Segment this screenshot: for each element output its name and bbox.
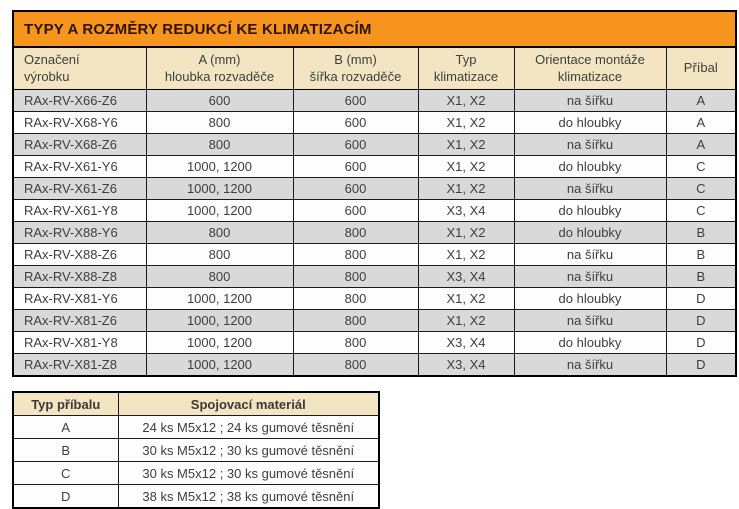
column-header-a-mm	[146, 47, 293, 90]
cell-typ: X1, X2	[418, 244, 514, 266]
table-row	[13, 156, 736, 178]
column-header-typ-klimatizace	[418, 47, 514, 90]
cell-typ: X1, X2	[418, 90, 514, 112]
cell-typ: X1, X2	[418, 222, 514, 244]
cell-orientace: na šířku	[514, 266, 666, 288]
table-row	[13, 90, 736, 112]
cell-b-mm: 800	[293, 266, 418, 288]
cell-orientace: na šířku	[514, 244, 666, 266]
column-header-line: B (mm)	[334, 51, 377, 67]
cell-a-mm: 1000, 1200	[146, 178, 293, 200]
column-header-line: A (mm)	[198, 51, 241, 67]
cell-b-mm: 800	[293, 222, 418, 244]
cell-typ-pribalu: D	[13, 485, 118, 509]
cell-a-mm: 1000, 1200	[146, 310, 293, 332]
table-row	[13, 439, 379, 462]
main-dimensions-table	[12, 10, 737, 377]
cell-a-mm: 800	[146, 244, 293, 266]
cell-pribal: A	[666, 134, 736, 156]
cell-a-mm: 600	[146, 90, 293, 112]
column-header-line: Orientace montáže	[535, 51, 645, 67]
column-header-line: klimatizace	[433, 68, 499, 84]
cell-orientace: na šířku	[514, 90, 666, 112]
pribal-accessories-table	[12, 391, 380, 509]
table-row	[13, 332, 736, 354]
cell-b-mm: 600	[293, 112, 418, 134]
table-row	[13, 354, 736, 377]
cell-pribal: A	[666, 112, 736, 134]
cell-typ-pribalu: C	[13, 462, 118, 485]
cell-typ: X1, X2	[418, 112, 514, 134]
column-header-line: Označení	[24, 51, 80, 67]
column-header-typ-pribalu: Typ příbalu	[13, 392, 118, 416]
table-row	[13, 416, 379, 439]
table-row	[13, 485, 379, 509]
table-row	[13, 266, 736, 288]
column-header-line: klimatizace	[557, 68, 623, 84]
cell-oznaceni: RAx-RV-X81-Z6	[13, 310, 146, 332]
cell-orientace: na šířku	[514, 310, 666, 332]
cell-pribal: B	[666, 222, 736, 244]
cell-pribal: D	[666, 354, 736, 377]
cell-b-mm: 600	[293, 156, 418, 178]
table-row	[13, 134, 736, 156]
column-header-pribal	[666, 47, 736, 90]
cell-b-mm: 800	[293, 332, 418, 354]
cell-pribal: B	[666, 244, 736, 266]
cell-typ: X3, X4	[418, 200, 514, 222]
table-row	[13, 178, 736, 200]
cell-b-mm: 800	[293, 310, 418, 332]
column-header-line: hloubka rozvaděče	[164, 68, 275, 84]
cell-b-mm: 800	[293, 244, 418, 266]
cell-typ: X1, X2	[418, 178, 514, 200]
cell-a-mm: 1000, 1200	[146, 156, 293, 178]
cell-orientace: do hloubky	[514, 288, 666, 310]
cell-typ: X1, X2	[418, 156, 514, 178]
cell-typ: X3, X4	[418, 266, 514, 288]
table-row	[13, 200, 736, 222]
cell-oznaceni: RAx-RV-X61-Y8	[13, 200, 146, 222]
cell-orientace: do hloubky	[514, 200, 666, 222]
cell-spojovaci-material: 24 ks M5x12 ; 24 ks gumové těsnění	[118, 416, 379, 439]
table-row	[13, 112, 736, 134]
cell-oznaceni: RAx-RV-X61-Y6	[13, 156, 146, 178]
cell-b-mm: 600	[293, 134, 418, 156]
cell-oznaceni: RAx-RV-X81-Y8	[13, 332, 146, 354]
cell-oznaceni: RAx-RV-X81-Y6	[13, 288, 146, 310]
cell-a-mm: 1000, 1200	[146, 332, 293, 354]
cell-pribal: C	[666, 178, 736, 200]
cell-orientace: na šířku	[514, 354, 666, 377]
cell-pribal: D	[666, 288, 736, 310]
cell-b-mm: 600	[293, 90, 418, 112]
cell-b-mm: 800	[293, 354, 418, 377]
cell-orientace: na šířku	[514, 134, 666, 156]
cell-typ: X3, X4	[418, 354, 514, 377]
table-title-row	[13, 11, 736, 47]
cell-typ: X3, X4	[418, 332, 514, 354]
cell-a-mm: 800	[146, 266, 293, 288]
cell-b-mm: 800	[293, 288, 418, 310]
cell-pribal: C	[666, 156, 736, 178]
cell-a-mm: 800	[146, 112, 293, 134]
cell-oznaceni: RAx-RV-X61-Z6	[13, 178, 146, 200]
column-header-spojovaci-material: Spojovací materiál	[118, 392, 379, 416]
table-row	[13, 222, 736, 244]
cell-b-mm: 600	[293, 200, 418, 222]
cell-b-mm: 600	[293, 178, 418, 200]
cell-pribal: D	[666, 310, 736, 332]
cell-typ: X1, X2	[418, 288, 514, 310]
cell-oznaceni: RAx-RV-X88-Z8	[13, 266, 146, 288]
table-row	[13, 288, 736, 310]
cell-oznaceni: RAx-RV-X81-Z8	[13, 354, 146, 377]
cell-typ-pribalu: A	[13, 416, 118, 439]
cell-pribal: B	[666, 266, 736, 288]
column-header-orientace-montaze	[514, 47, 666, 90]
main-table-header-row	[13, 47, 736, 90]
cell-a-mm: 800	[146, 134, 293, 156]
cell-orientace: do hloubky	[514, 332, 666, 354]
cell-oznaceni: RAx-RV-X88-Z6	[13, 244, 146, 266]
cell-orientace: do hloubky	[514, 222, 666, 244]
cell-pribal: A	[666, 90, 736, 112]
cell-a-mm: 800	[146, 222, 293, 244]
table-row	[13, 462, 379, 485]
column-header-line: výrobku	[24, 68, 70, 84]
cell-oznaceni: RAx-RV-X68-Z6	[13, 134, 146, 156]
pribal-table-header-row	[13, 392, 379, 416]
cell-a-mm: 1000, 1200	[146, 200, 293, 222]
table-row	[13, 244, 736, 266]
column-header-line: Příbal	[683, 60, 718, 76]
cell-orientace: do hloubky	[514, 156, 666, 178]
cell-pribal: D	[666, 332, 736, 354]
cell-oznaceni: RAx-RV-X66-Z6	[13, 90, 146, 112]
cell-spojovaci-material: 38 ks M5x12 ; 38 ks gumové těsnění	[118, 485, 379, 509]
cell-spojovaci-material: 30 ks M5x12 ; 30 ks gumové těsnění	[118, 439, 379, 462]
column-header-line: Typ	[455, 51, 477, 67]
cell-typ: X1, X2	[418, 310, 514, 332]
column-header-oznaceni-vyrobku	[13, 47, 146, 90]
cell-typ: X1, X2	[418, 134, 514, 156]
cell-orientace: na šířku	[514, 178, 666, 200]
table-row	[13, 310, 736, 332]
cell-oznaceni: RAx-RV-X68-Y6	[13, 112, 146, 134]
column-header-line: šířka rozvaděče	[309, 68, 402, 84]
cell-pribal: C	[666, 200, 736, 222]
table-title: TYPY A ROZMĚRY REDUKCÍ KE KLIMATIZACÍM	[13, 11, 736, 47]
cell-orientace: do hloubky	[514, 112, 666, 134]
cell-oznaceni: RAx-RV-X88-Y6	[13, 222, 146, 244]
cell-typ-pribalu: B	[13, 439, 118, 462]
column-header-b-mm	[293, 47, 418, 90]
cell-a-mm: 1000, 1200	[146, 354, 293, 377]
cell-spojovaci-material: 30 ks M5x12 ; 30 ks gumové těsnění	[118, 462, 379, 485]
cell-a-mm: 1000, 1200	[146, 288, 293, 310]
